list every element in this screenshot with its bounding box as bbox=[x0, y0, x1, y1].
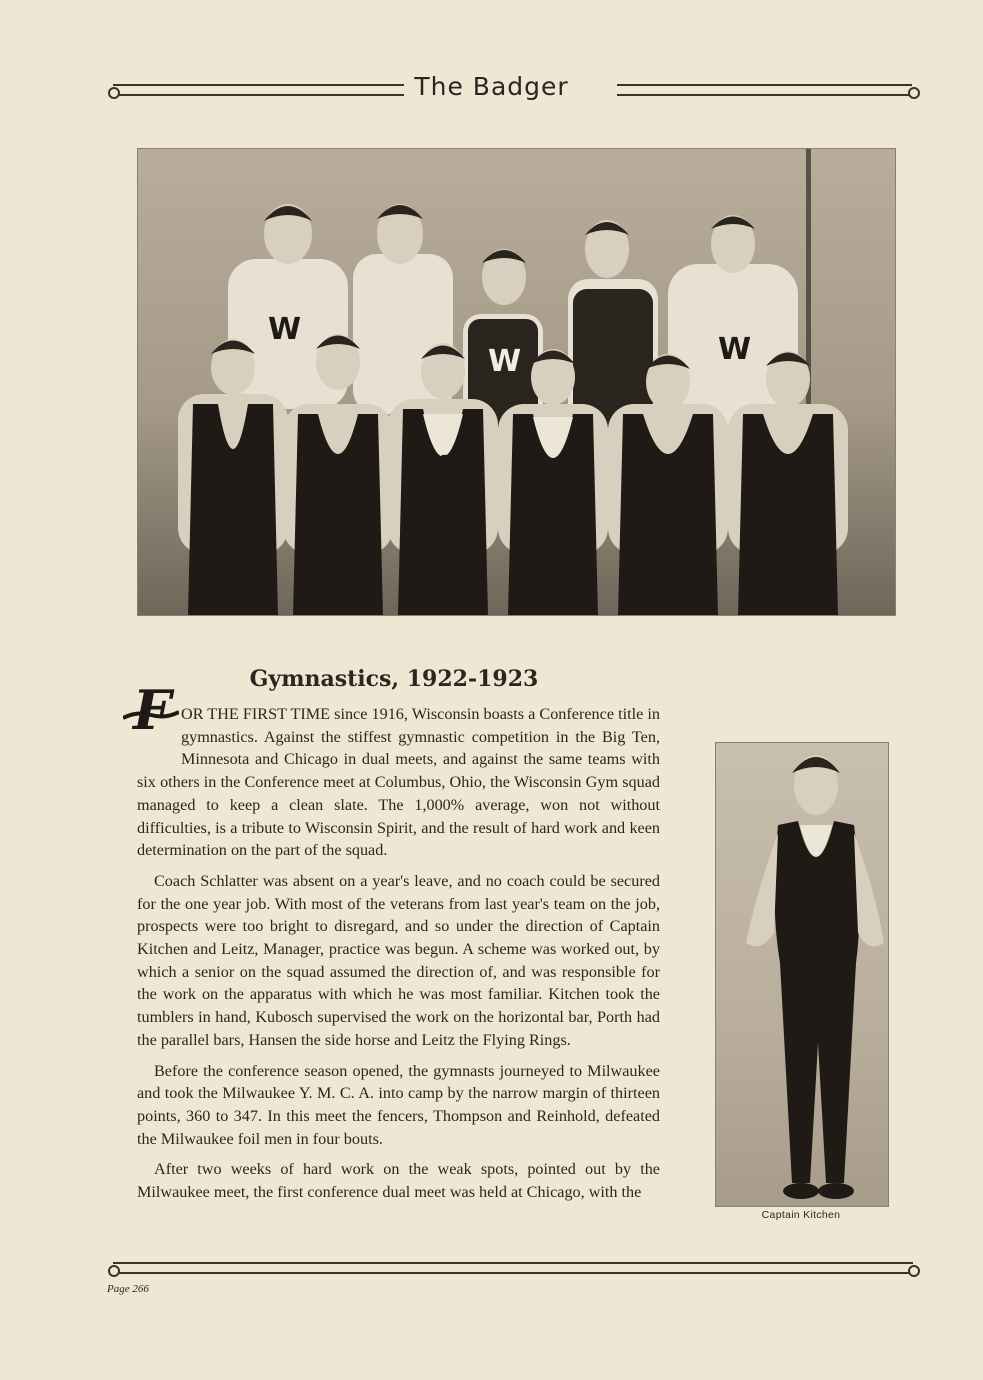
svg-text:W: W bbox=[488, 344, 522, 379]
footer-rule bbox=[113, 1262, 913, 1274]
page-number: Page 266 bbox=[107, 1283, 149, 1295]
paragraph-1-text: OR THE FIRST TIME since 1916, Wisconsin boasts a Conference title in gymnastics. Against the stiffest gymnastic competition in the Big Ten, Minnesota and Chicago in dual meets, and against the same teams with six others in the Conference meet at Columbus, Ohio, the Wisconsin Gym squad managed to keep a clean slate. The 1,000% average, won not without difficulties, is a tribute to Wisconsin Spirit, and the result of hard work and keen determination on the part of the squad. bbox=[137, 705, 660, 860]
svg-text:W: W bbox=[538, 454, 572, 489]
running-header bbox=[0, 72, 983, 101]
paragraph-4: After two weeks of hard work on the weak spots, pointed out by the Milwaukee meet, the first conference dual meet was held at Chicago, with the bbox=[137, 1160, 660, 1202]
svg-text:W: W bbox=[268, 312, 302, 347]
drop-cap bbox=[127, 678, 177, 757]
footer-rule-left-end bbox=[108, 1265, 120, 1277]
team-photo bbox=[137, 148, 896, 616]
svg-text:W: W bbox=[718, 332, 752, 367]
header-title: The Badger bbox=[404, 72, 578, 101]
svg-text:W: W bbox=[804, 860, 833, 890]
svg-text:W: W bbox=[428, 450, 462, 485]
photo-caption: Captain Kitchen bbox=[761, 1209, 841, 1221]
captain-photo bbox=[715, 742, 889, 1207]
article-title: Gymnastics, 1922-1923 bbox=[249, 666, 539, 692]
paragraph-3: Before the conference season opened, the gymnasts journeyed to Milwaukee and took the Milwaukee Y. M. C. A. into camp by the narrow margin of thirteen points, 360 to 347. In this meet the fencers, Thompson and Reinhold, defeated the Milwaukee foil men in four bouts. bbox=[137, 1061, 660, 1148]
drop-cap-letter: F bbox=[133, 678, 172, 742]
footer-rule-right-end bbox=[908, 1265, 920, 1277]
paragraph-2: Coach Schlatter was absent on a year's leave, and no coach could be secured for the one year job. With most of the veterans from last year's team on the job, prospects were too bright to disregard, and so under the direction of Captain Kitchen and Leitz, Manager, practice was begun. A scheme was worked out, by which a senior on the squad assumed the direction of, and was responsible for the work on the apparatus with which he was most familiar. Kitchen took the tumblers in hand, Kubosch supervised the work on the horizontal bar, Porth had the parallel bars, Hansen the side horse and Leitz the Flying Rings. bbox=[137, 871, 660, 1049]
